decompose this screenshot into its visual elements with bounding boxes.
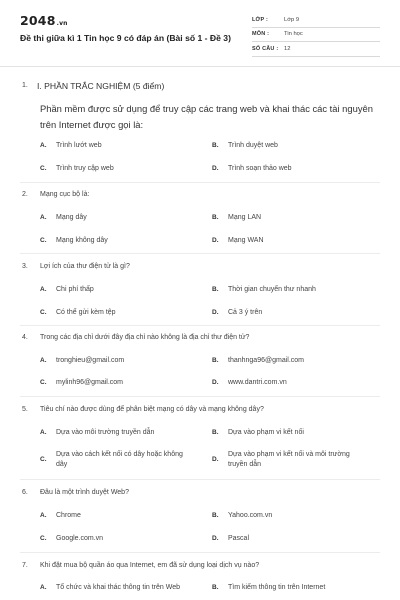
question-divider — [20, 552, 380, 553]
answer-option[interactable]: Pascal — [228, 535, 250, 542]
question-divider — [20, 396, 380, 397]
question-number: 4. — [22, 334, 28, 341]
question-text: Đâu là một trình duyệt Web? — [40, 489, 129, 496]
option-letter: C. — [40, 165, 47, 172]
question-text: Mạng cục bộ là: — [40, 191, 90, 198]
option-letter: A. — [40, 357, 47, 364]
answer-option[interactable]: Thời gian chuyển thư nhanh — [228, 286, 316, 293]
answer-option[interactable]: Cả 3 ý trên — [228, 309, 263, 316]
option-letter: C. — [40, 237, 47, 244]
answer-option[interactable]: Mạng dây — [56, 214, 87, 221]
question-number: 6. — [22, 489, 28, 496]
answer-option[interactable]: Yahoo.com.vn — [228, 512, 273, 519]
question-number: 3. — [22, 263, 28, 270]
answer-option[interactable]: Mạng WAN — [228, 237, 264, 244]
meta-label: LỚP : — [252, 16, 268, 23]
answer-option[interactable]: Dựa vào phạm vi kết nối — [228, 429, 304, 436]
meta-label: SỐ CÂU : — [252, 45, 279, 52]
question-number: 1. — [22, 82, 28, 89]
question-text: Khi đặt mua bộ quần áo qua Internet, em đã sử dụng loại dịch vụ nào? — [40, 562, 260, 569]
meta-value: Lớp 9 — [284, 16, 300, 23]
answer-option[interactable]: Tìm kiếm thông tin trên Internet — [228, 584, 326, 591]
answer-option[interactable]: mylinh96@gmail.com — [56, 379, 124, 386]
answer-option[interactable]: Trình lướt web — [56, 142, 102, 149]
question-text: Lợi ích của thư điện tử là gì? — [40, 263, 130, 270]
meta-question-count — [252, 42, 380, 57]
option-letter: D. — [212, 237, 219, 244]
answer-option[interactable]: Chrome — [56, 512, 81, 519]
site-logo[interactable]: 2048.vn — [20, 13, 68, 28]
answer-option[interactable]: Trình duyệt web — [228, 142, 278, 149]
answer-option[interactable]: Trình truy cập web — [56, 165, 114, 172]
answer-option[interactable]: Mạng LAN — [228, 214, 262, 221]
option-letter: B. — [212, 429, 219, 436]
answer-option[interactable]: Tổ chức và khai thác thông tin trên Web — [56, 584, 181, 591]
question-text: Phần mềm được sử dụng để truy cập các trang web và khai thác các tài nguyên trên Internet được gọi là: — [40, 103, 373, 130]
option-letter: D. — [212, 309, 219, 316]
question-text: Trong các địa chỉ dưới đây địa chỉ nào không là địa chỉ thư điện tử? — [40, 334, 250, 341]
answer-option[interactable]: Dựa vào phạm vi kết nối và môi trường truyền dẫn — [228, 451, 350, 468]
header-divider — [0, 66, 400, 67]
option-letter: C. — [40, 456, 47, 463]
option-letter: A. — [40, 142, 47, 149]
option-letter: A. — [40, 429, 47, 436]
question-number: 5. — [22, 406, 28, 413]
option-letter: B. — [212, 142, 219, 149]
section-title: I. PHẦN TRẮC NGHIỆM (5 điểm) — [37, 81, 165, 91]
question-text: Tiêu chí nào được dùng để phân biệt mạng có dây và mạng không dây? — [40, 406, 264, 413]
question-divider — [20, 479, 380, 480]
answer-option[interactable]: Dựa vào cách kết nối có dây hoặc không dây — [56, 451, 183, 468]
answer-option[interactable]: Trình soạn thảo web — [228, 165, 292, 172]
option-letter: B. — [212, 357, 219, 364]
option-letter: A. — [40, 512, 47, 519]
answer-option[interactable]: thanhnga96@gmail.com — [228, 357, 304, 364]
exam-header — [0, 0, 400, 64]
answer-option[interactable]: Dựa vào môi trường truyền dẫn — [56, 429, 155, 436]
option-letter: A. — [40, 584, 47, 591]
exam-title: Đề thi giữa kì 1 Tin học 9 có đáp án (Bài số 1 - Đề 3) — [20, 33, 231, 43]
option-letter: D. — [212, 165, 219, 172]
option-letter: B. — [212, 286, 219, 293]
answer-option[interactable]: Chi phí thấp — [56, 286, 94, 293]
option-letter: B. — [212, 512, 219, 519]
option-letter: D. — [212, 379, 219, 386]
answer-option[interactable]: Google.com.vn — [56, 535, 104, 542]
meta-subject — [252, 28, 380, 43]
option-letter: A. — [40, 214, 47, 221]
question-number: 2. — [22, 191, 28, 198]
meta-value: Tin học — [284, 31, 303, 38]
answer-option[interactable]: tronghieu@gmail.com — [56, 357, 125, 364]
answer-option[interactable]: www.dantri.com.vn — [228, 379, 287, 386]
meta-class — [252, 13, 380, 28]
question-divider — [20, 325, 380, 326]
answer-option[interactable]: Mạng không dây — [56, 237, 108, 244]
option-letter: B. — [212, 584, 219, 591]
meta-value: 12 — [284, 45, 291, 52]
meta-label: MÔN : — [252, 31, 270, 38]
option-letter: C. — [40, 309, 47, 316]
option-letter: A. — [40, 286, 47, 293]
answer-option[interactable]: Có thể gửi kèm tệp — [56, 309, 116, 316]
option-letter: D. — [212, 456, 219, 463]
option-letter: D. — [212, 535, 219, 542]
question-divider — [20, 182, 380, 183]
logo-suffix: .vn — [56, 20, 68, 27]
option-letter: C. — [40, 535, 47, 542]
exam-meta — [252, 13, 380, 57]
option-letter: C. — [40, 379, 47, 386]
option-letter: B. — [212, 214, 219, 221]
question-divider — [20, 253, 380, 254]
question-number: 7. — [22, 562, 28, 569]
